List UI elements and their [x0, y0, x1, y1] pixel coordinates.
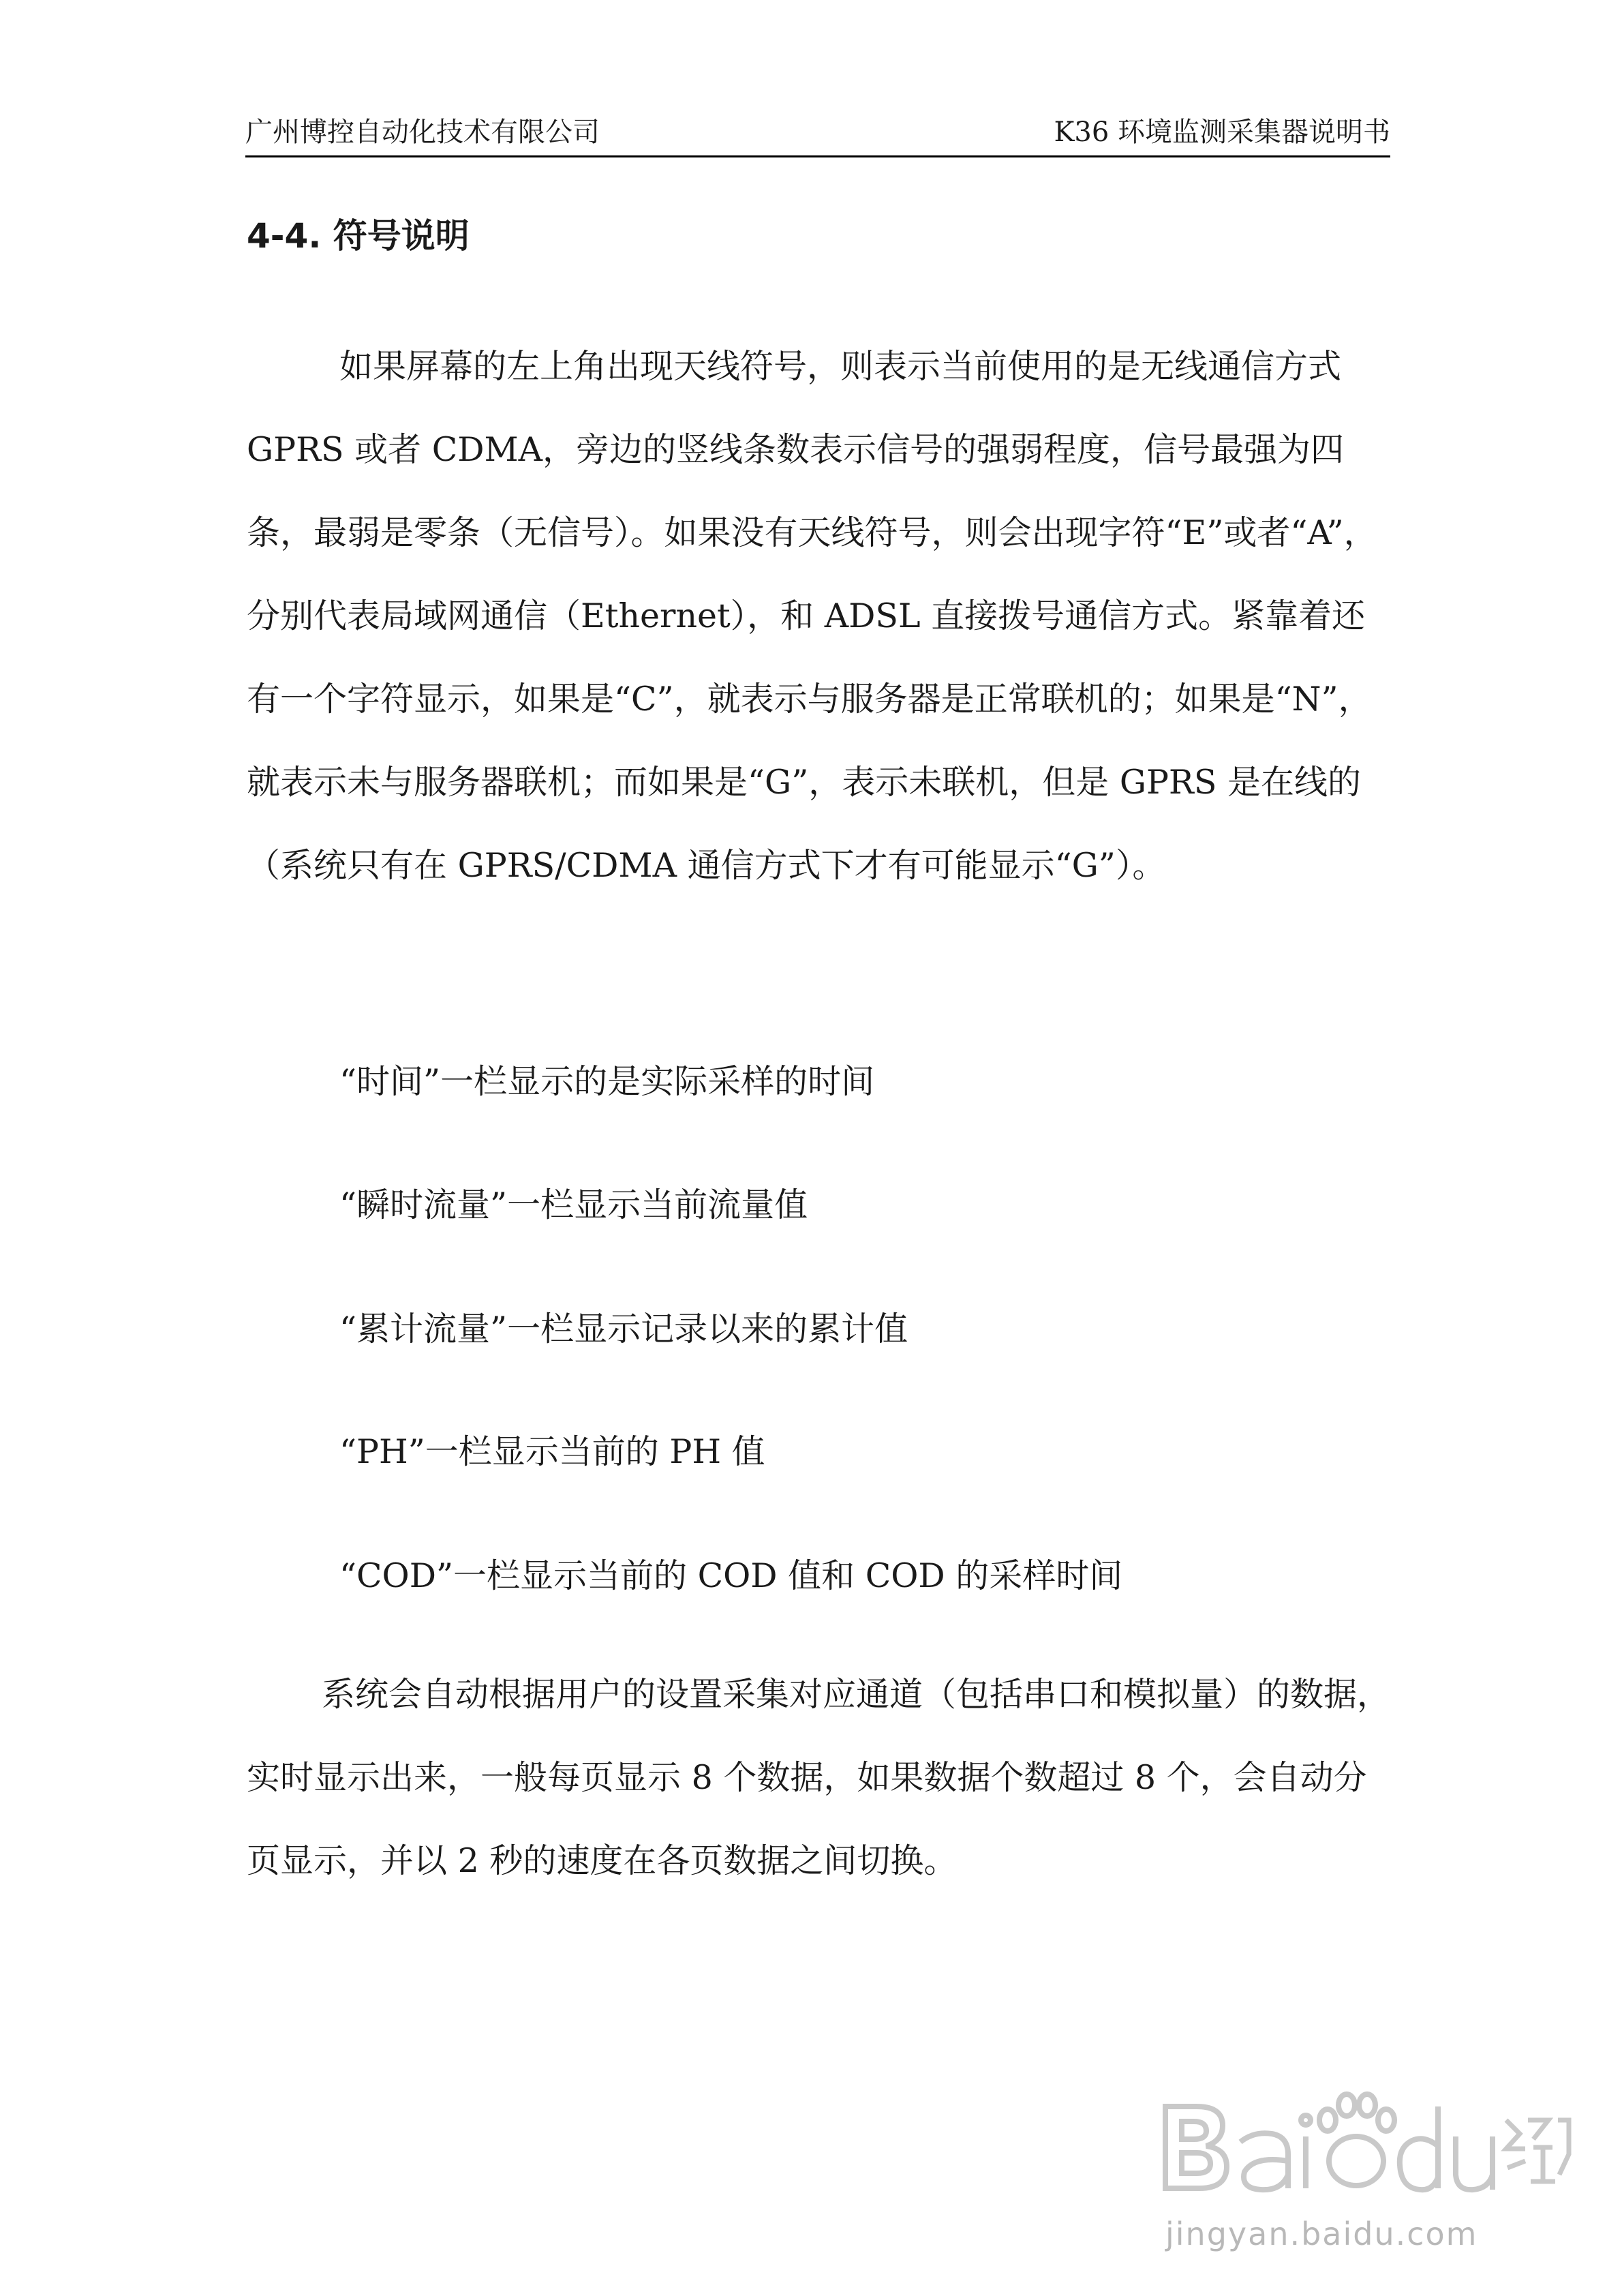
paragraph-paging: 系统会自动根据用户的设置采集对应通道（包括串口和模拟量）的数据，实时显示出来，一般每页显示 8 个数据，如果数据个数超过 8 个，会自动分页显示，并以 2 秒的速度在各页数据之间切换。 [247, 1675, 1391, 1880]
watermark-url: jingyan.baidu.com [1165, 2216, 1478, 2252]
field-line-instant-flow: “瞬时流量”一栏显示当前流量值 [339, 1185, 808, 1224]
paragraph-symbols: 如果屏幕的左上角出现天线符号，则表示当前使用的是无线通信方式 GPRS 或者 CDMA，旁边的竖线条数表示信号的强弱程度，信号最强为四条，最弱是零条（无信号）。如果没有天线符号，则会出现字符“E”或者“A”，分别代表局域网通信（Ethernet），和 ADSL 直接拨号通信方式。紧靠着还有一个字符显示，如果是“C”，就表示与服务器是正常联机的；如果是“N”，就表示未与服务器联机；而如果是“G”，表示未联机，但是 GPRS 是在线的（系统只有在 GPRS/CDMA 通信方式下才有可能显示“G”）。 [247, 347, 1377, 885]
header-company: 广州博控自动化技术有限公司 [245, 117, 600, 148]
header-doc-title: K36 环境监测采集器说明书 [1054, 117, 1390, 148]
section-title: 4-4. 符号说明 [247, 216, 470, 256]
field-line-ph: “PH”一栏显示当前的 PH 值 [339, 1432, 765, 1471]
field-line-time: “时间”一栏显示的是实际采样的时间 [339, 1062, 875, 1101]
field-line-cod: “COD”一栏显示当前的 COD 值和 COD 的采样时间 [339, 1556, 1123, 1595]
baidu-jingyan-watermark [1152, 2066, 1574, 2270]
page-header [245, 115, 1390, 157]
baidu-logo-icon [1152, 2066, 1574, 2202]
field-line-total-flow: “累计流量”一栏显示记录以来的累计值 [339, 1310, 908, 1348]
